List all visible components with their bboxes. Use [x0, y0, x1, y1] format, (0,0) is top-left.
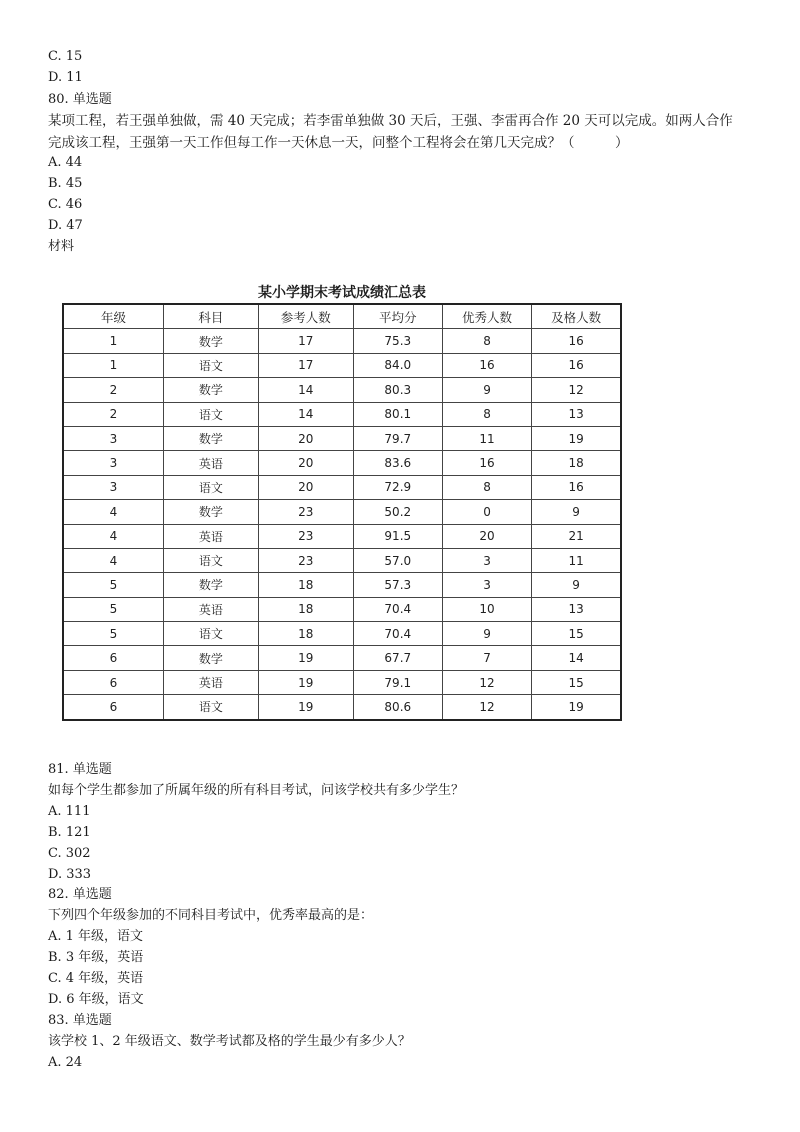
cell-grade: 5: [63, 622, 163, 646]
cell-pass: 11: [532, 548, 621, 572]
question-82-option-b: B. 3 年级，英语: [48, 950, 144, 965]
cell-pass: 9: [532, 500, 621, 524]
cell-grade: 4: [63, 548, 163, 572]
cell-average: 80.3: [353, 378, 442, 402]
cell-participants: 23: [258, 524, 353, 548]
question-81-option-c: C. 302: [48, 846, 91, 861]
question-81-option-d: D. 333: [48, 867, 92, 882]
table-title: 某小学期末考试成绩汇总表: [258, 285, 426, 301]
question-80-option-c: C. 46: [48, 197, 83, 212]
table-row: [63, 353, 621, 377]
cell-excellent: 16: [442, 353, 531, 377]
cell-excellent: 8: [442, 402, 531, 426]
cell-participants: 14: [258, 378, 353, 402]
cell-excellent: 11: [442, 426, 531, 450]
cell-subject: 语文: [163, 475, 258, 499]
question-80-option-b: B. 45: [48, 176, 83, 191]
cell-participants: 19: [258, 646, 353, 670]
question-83-option-a: A. 24: [48, 1055, 83, 1070]
cell-subject: 语文: [163, 622, 258, 646]
cell-grade: 5: [63, 597, 163, 621]
cell-pass: 19: [532, 426, 621, 450]
cell-participants: 17: [258, 329, 353, 353]
cell-grade: 1: [63, 329, 163, 353]
cell-participants: 17: [258, 353, 353, 377]
cell-subject: 语文: [163, 548, 258, 572]
question-80-option-d: D. 47: [48, 218, 83, 233]
header-participants: 参考人数: [258, 304, 353, 329]
cell-excellent: 12: [442, 695, 531, 720]
cell-pass: 16: [532, 475, 621, 499]
cell-subject: 数学: [163, 500, 258, 524]
cell-subject: 数学: [163, 573, 258, 597]
question-83-number: 83. 单选题: [48, 1013, 112, 1028]
table-row: [63, 622, 621, 646]
cell-pass: 19: [532, 695, 621, 720]
question-80-stem-line-1: 某项工程，若王强单独做，需 40 天完成；若李雷单独做 30 天后，王强、李雷再合作 20 天可以完成。如两人合作: [48, 113, 733, 129]
material-label: 材料: [48, 239, 75, 254]
cell-subject: 英语: [163, 451, 258, 475]
cell-participants: 19: [258, 670, 353, 694]
cell-participants: 18: [258, 573, 353, 597]
cell-pass: 13: [532, 597, 621, 621]
cell-grade: 4: [63, 500, 163, 524]
cell-subject: 数学: [163, 426, 258, 450]
cell-participants: 18: [258, 597, 353, 621]
question-80-stem: [48, 110, 753, 154]
cell-average: 70.4: [353, 597, 442, 621]
cell-average: 75.3: [353, 329, 442, 353]
table-row: [63, 329, 621, 353]
cell-excellent: 0: [442, 500, 531, 524]
cell-subject: 数学: [163, 646, 258, 670]
cell-excellent: 20: [442, 524, 531, 548]
cell-average: 80.6: [353, 695, 442, 720]
cell-average: 84.0: [353, 353, 442, 377]
cell-excellent: 9: [442, 378, 531, 402]
cell-average: 57.3: [353, 573, 442, 597]
option-d-prev: D. 11: [48, 70, 83, 85]
cell-grade: 6: [63, 695, 163, 720]
cell-excellent: 10: [442, 597, 531, 621]
table-row: [63, 695, 621, 720]
cell-pass: 16: [532, 353, 621, 377]
cell-excellent: 7: [442, 646, 531, 670]
cell-participants: 19: [258, 695, 353, 720]
cell-pass: 14: [532, 646, 621, 670]
question-80-option-a: A. 44: [48, 155, 83, 170]
cell-average: 79.7: [353, 426, 442, 450]
cell-grade: 1: [63, 353, 163, 377]
cell-excellent: 8: [442, 475, 531, 499]
cell-grade: 2: [63, 402, 163, 426]
table-body: [63, 329, 621, 720]
cell-subject: 英语: [163, 670, 258, 694]
header-subject: 科目: [163, 304, 258, 329]
table-row: [63, 646, 621, 670]
cell-average: 72.9: [353, 475, 442, 499]
question-82-stem: 下列四个年级参加的不同科目考试中，优秀率最高的是：: [48, 908, 374, 923]
cell-participants: 20: [258, 451, 353, 475]
cell-subject: 数学: [163, 329, 258, 353]
question-82-option-c: C. 4 年级，英语: [48, 971, 144, 986]
table-header-row: [63, 304, 621, 329]
cell-average: 83.6: [353, 451, 442, 475]
header-grade: 年级: [63, 304, 163, 329]
cell-subject: 英语: [163, 597, 258, 621]
question-83-stem: 该学校 1、2 年级语文、数学考试都及格的学生最少有多少人？: [48, 1034, 411, 1049]
question-82-option-d: D. 6 年级，语文: [48, 992, 144, 1007]
question-82-number: 82. 单选题: [48, 887, 112, 902]
cell-pass: 16: [532, 329, 621, 353]
header-pass: 及格人数: [532, 304, 621, 329]
cell-average: 67.7: [353, 646, 442, 670]
cell-excellent: 8: [442, 329, 531, 353]
cell-pass: 15: [532, 670, 621, 694]
cell-pass: 18: [532, 451, 621, 475]
cell-excellent: 16: [442, 451, 531, 475]
table-row: [63, 378, 621, 402]
cell-pass: 15: [532, 622, 621, 646]
cell-average: 91.5: [353, 524, 442, 548]
table-row: [63, 451, 621, 475]
cell-participants: 14: [258, 402, 353, 426]
option-c-prev: C. 15: [48, 49, 83, 64]
cell-excellent: 3: [442, 548, 531, 572]
cell-pass: 12: [532, 378, 621, 402]
cell-average: 79.1: [353, 670, 442, 694]
score-summary-table-block: [62, 283, 622, 721]
cell-grade: 3: [63, 451, 163, 475]
question-81-option-a: A. 111: [48, 804, 91, 819]
cell-grade: 5: [63, 573, 163, 597]
table-row: [63, 500, 621, 524]
cell-subject: 数学: [163, 378, 258, 402]
cell-grade: 3: [63, 426, 163, 450]
cell-excellent: 12: [442, 670, 531, 694]
question-81-option-b: B. 121: [48, 825, 91, 840]
question-80-stem-line-2: 完成该工程，王强第一天工作但每工作一天休息一天，问整个工程将会在第几天完成？（ ）: [48, 135, 629, 151]
cell-pass: 9: [532, 573, 621, 597]
cell-subject: 语文: [163, 402, 258, 426]
question-80-number: 80. 单选题: [48, 92, 112, 107]
cell-excellent: 3: [442, 573, 531, 597]
table-row: [63, 670, 621, 694]
table-row: [63, 548, 621, 572]
table-row: [63, 524, 621, 548]
cell-grade: 6: [63, 670, 163, 694]
score-summary-table: [62, 303, 622, 721]
question-82-option-a: A. 1 年级，语文: [48, 929, 144, 944]
table-row: [63, 597, 621, 621]
cell-grade: 2: [63, 378, 163, 402]
cell-grade: 6: [63, 646, 163, 670]
cell-subject: 语文: [163, 353, 258, 377]
header-average: 平均分: [353, 304, 442, 329]
cell-grade: 4: [63, 524, 163, 548]
table-row: [63, 573, 621, 597]
header-excellent: 优秀人数: [442, 304, 531, 329]
cell-grade: 3: [63, 475, 163, 499]
cell-excellent: 9: [442, 622, 531, 646]
table-row: [63, 475, 621, 499]
cell-participants: 23: [258, 500, 353, 524]
cell-average: 80.1: [353, 402, 442, 426]
cell-average: 50.2: [353, 500, 442, 524]
cell-pass: 21: [532, 524, 621, 548]
question-81-stem: 如每个学生都参加了所属年级的所有科目考试，问该学校共有多少学生？: [48, 783, 465, 798]
cell-average: 57.0: [353, 548, 442, 572]
question-81-number: 81. 单选题: [48, 762, 112, 777]
cell-participants: 20: [258, 426, 353, 450]
cell-subject: 英语: [163, 524, 258, 548]
cell-participants: 20: [258, 475, 353, 499]
cell-participants: 18: [258, 622, 353, 646]
cell-subject: 语文: [163, 695, 258, 720]
cell-pass: 13: [532, 402, 621, 426]
cell-participants: 23: [258, 548, 353, 572]
table-row: [63, 426, 621, 450]
table-row: [63, 402, 621, 426]
cell-average: 70.4: [353, 622, 442, 646]
